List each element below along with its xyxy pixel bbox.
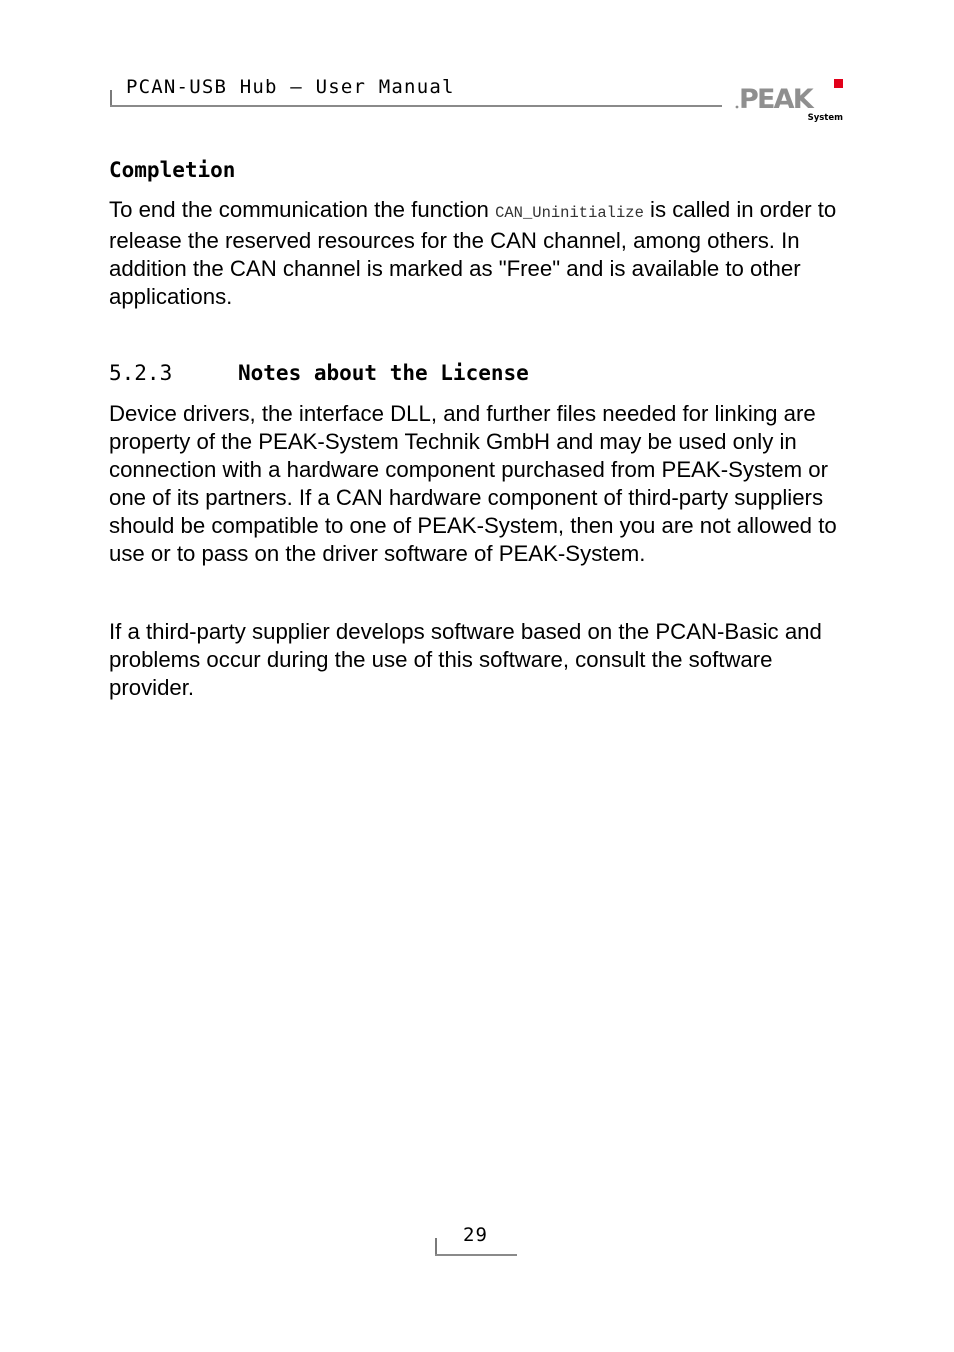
completion-heading: Completion: [109, 158, 236, 182]
page-number: 29: [463, 1224, 488, 1246]
logo-word: PEAK: [739, 84, 812, 115]
section-heading: [109, 361, 529, 385]
logo-subtitle: System: [807, 113, 843, 123]
header-rule-horizontal: [110, 105, 722, 107]
peak-system-logo: [734, 78, 846, 124]
section-number: 5.2.3: [109, 361, 173, 385]
completion-text-before: To end the communication the function: [109, 197, 496, 222]
function-name-code: CAN_Uninitialize: [495, 204, 644, 222]
header-title: PCAN-USB Hub – User Manual: [126, 76, 455, 98]
page-footer: [435, 1222, 519, 1258]
license-paragraph-2: If a third-party supplier develops software based on the PCAN-Basic and problems occur during the use of this software, consult the software provider.: [109, 619, 822, 700]
completion-text-after: is called in order to release the reserved resources for the CAN channel, among others. In addition the CAN channel is marked as "Free" and is available to other applications.: [109, 197, 837, 309]
footer-rule-horizontal: [435, 1254, 517, 1256]
completion-paragraph: [109, 196, 849, 311]
license-paragraph-1: Device drivers, the interface DLL, and further files needed for linking are property of the PEAK-System Technik GmbH and may be used only in connection with a hardware component purchased from PEAK-System or one of its partners. If a CAN hardware component of third-party suppliers should be compatible to one of PEAK-System, then you are not allowed to use or to pass on the driver software of PEAK-System.: [109, 401, 837, 566]
section-title: Notes about the License: [238, 361, 529, 385]
logo-dot: [736, 106, 739, 109]
page-header: [110, 76, 722, 108]
logo-accent-square: [834, 79, 843, 88]
